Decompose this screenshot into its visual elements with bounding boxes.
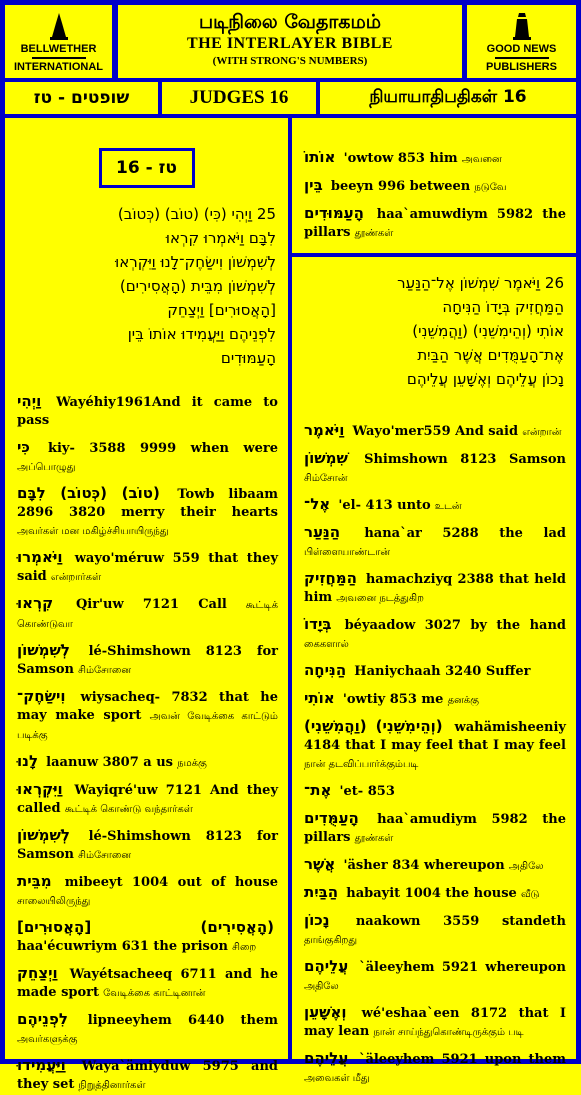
chapter-label: טז - 16	[116, 158, 177, 178]
hebrew-word: לְשִׁמְשׁוֹן	[17, 641, 70, 659]
tamil-gloss: நமக்கு	[177, 758, 207, 769]
transliteration-gloss: haa`amudiym 5982 the pillars	[304, 812, 566, 845]
verse-line: אֶת־הָעַמֻּדִים אֲשֶׁר הַבַּיִת	[417, 346, 564, 364]
transliteration-gloss: wé'eshaa`een 8172 that I may lean	[304, 1006, 566, 1039]
tamil-gloss: அவர்கள் மன மகிழ்ச்சியாயிருந்து	[17, 526, 169, 537]
word-entry	[304, 717, 566, 774]
word-entry	[17, 964, 278, 1003]
transliteration-gloss: haa`amuwdiym 5982 the pillars	[304, 207, 566, 240]
hebrew-word: וַיְהִי	[17, 392, 42, 410]
hebrew-word: וַיְצַחֵק	[17, 964, 58, 982]
tamil-gloss: அவர்களுக்கு	[17, 1034, 78, 1045]
tamil-gloss: என்றான்	[522, 427, 562, 438]
tamil-gloss: என்றார்கள்	[50, 572, 102, 583]
hebrew-word: אֲשֶׁר	[304, 855, 336, 873]
tamil-gloss: நிறுத்தினார்கள்	[78, 1080, 146, 1091]
transliteration-gloss: Qir'uw 7121 Call	[75, 597, 227, 612]
hebrew-word: הַנִּיחָה	[304, 661, 347, 679]
tamil-gloss: தூண்கள்	[354, 833, 394, 844]
word-entry	[304, 809, 566, 848]
transliteration-gloss: hamachziyq 2388 that held him	[304, 572, 566, 605]
hebrew-word: נָכוֹן	[304, 911, 330, 929]
tamil-gloss: கூட்டிக் கொண்டுவா	[17, 600, 278, 630]
hebrew-word: אוֹתִי	[304, 689, 335, 707]
tamil-gloss: அவன் வேடிக்கை காட்டும் படிக்கு	[17, 711, 278, 741]
book-tamil: நியாயாதிபதிகள் 16	[320, 82, 576, 114]
word-entry	[304, 204, 566, 243]
hebrew-word: הַנַּעַר	[304, 523, 341, 541]
transliteration-gloss: Towb libaam 2896 3820 merry their hearts	[17, 487, 278, 520]
word-entry	[304, 148, 566, 169]
transliteration-gloss: hana`ar 5288 the lad	[364, 526, 566, 541]
hebrew-word: וַיֹּאמֶר	[304, 421, 345, 439]
word-entry	[17, 687, 278, 745]
word-entry	[17, 826, 278, 865]
right-column	[292, 257, 576, 1084]
tamil-gloss: வேடிக்கை காட்டினான்	[103, 988, 206, 999]
transliteration-gloss: lé-Shimshown 8123 for Samson	[17, 829, 278, 862]
tamil-gloss: சிம்சோனை	[78, 850, 132, 861]
tamil-gloss: தனக்கு	[447, 695, 480, 706]
right-top-word-list	[292, 148, 576, 243]
tamil-gloss: தாங்குகிறது	[304, 935, 357, 946]
word-entry	[17, 918, 278, 957]
word-entry	[304, 1003, 566, 1042]
hebrew-word: וַיַּעֲמִידוּ	[17, 1056, 66, 1074]
tamil-gloss: நடுவே	[474, 182, 507, 193]
hebrew-word: וַיִּקְרְאוּ	[17, 780, 63, 798]
hebrew-word: לִפְנֵיהֶם	[17, 1010, 68, 1028]
word-entry	[304, 855, 566, 876]
tamil-gloss: அவனை நடத்துகிற	[336, 593, 424, 604]
book-english: JUDGES 16	[162, 82, 316, 114]
word-entry	[17, 548, 278, 587]
hebrew-word: בֵּין	[304, 176, 323, 194]
hebrew-word: (וְהֵימִשֵׁנִי) (וַהֲמִשֵׁנִי)	[304, 717, 443, 735]
transliteration-gloss: lé-Shimshown 8123 for Samson	[17, 644, 278, 677]
hebrew-word: הַבַּיִת	[304, 883, 339, 901]
tamil-gloss: சாலையிலிருந்து	[17, 896, 91, 907]
verse-line: [הָאֲסוּרִים] וַיְצַחֵק	[167, 301, 276, 319]
hebrew-word: וִישַׂחֶק־	[17, 687, 66, 705]
hebrew-word: לָנוּ	[17, 752, 39, 770]
word-entry	[304, 781, 566, 802]
title-block	[118, 5, 462, 78]
word-entry	[17, 594, 278, 634]
word-entry	[304, 957, 566, 996]
word-entry	[17, 752, 278, 773]
transliteration-gloss: wiysacheq- 7832 that he may make sport	[17, 690, 278, 723]
word-entry	[304, 615, 566, 654]
transliteration-gloss: wahämisheeniy 4184 that I may feel that I may feel	[304, 720, 566, 753]
tamil-gloss: நான் சாய்ந்துகொண்டிருக்கும் படி	[373, 1027, 524, 1038]
tamil-gloss: கைகளால்	[304, 639, 349, 650]
tamil-gloss: பிள்ளையாண்டான்	[304, 547, 391, 558]
transliteration-gloss: habayit 1004 the house	[346, 886, 517, 901]
logo-line-2: INTERNATIONAL	[13, 60, 103, 73]
transliteration-gloss: Wayéhiy1961And it came to pass	[17, 395, 278, 428]
hebrew-word: לְשִׁמְשׁוֹן	[17, 826, 70, 844]
tamil-gloss: அவனை	[461, 154, 502, 165]
hebrew-word: בְּיָדוֹ	[304, 615, 332, 633]
hebrew-word: (הָאֲסִירִים) [הָאֲסוּרִים]	[17, 918, 274, 936]
hebrew-word: אֶל־	[304, 495, 331, 513]
word-entry	[17, 872, 278, 911]
hebrew-word: וְאֶשָּׁעֵן	[304, 1003, 347, 1021]
word-entry	[17, 438, 278, 477]
word-entry	[17, 392, 278, 431]
word-entry	[304, 523, 566, 562]
verse-line: 26 וַיֹּאמֶר שִׁמְשׁוֹן אֶל־הַנַּעַר	[397, 274, 564, 292]
word-entry	[17, 641, 278, 680]
book-hebrew: שופטים - טז	[5, 82, 158, 114]
good-news-logo	[467, 5, 576, 78]
verse-line: אוֹתִי (וְהֵימִשֵׁנִי) (וַהֲמִשֵׁנִי)	[412, 322, 564, 340]
transliteration-gloss: beeyn 996 between	[330, 179, 471, 194]
main-title: THE INTERLAYER BIBLE	[187, 35, 393, 52]
verse-25-hebrew	[5, 202, 288, 370]
word-entry	[304, 495, 566, 516]
left-word-list	[5, 392, 288, 1095]
hebrew-word: וַיֹּאמְרוּ	[17, 548, 63, 566]
word-entry	[304, 883, 566, 904]
tamil-gloss: அதிலே	[508, 861, 544, 872]
chapter-box	[99, 148, 195, 188]
verse-line: 25 וַיְהִי (כִּי) (טוֹב) (כְּטוֹב)	[117, 205, 276, 223]
transliteration-gloss: laanuw 3807 a us	[46, 755, 174, 770]
hebrew-word: (טוֹב) (כְּטוֹב) לִבָּם	[17, 484, 160, 502]
transliteration-gloss: `äleeyhem 5921 whereupon	[359, 960, 566, 975]
verse-line: נָכוֹן עֲלֵיהֶם וְאֶשָּׁעֵן עֲלֵיהֶם	[406, 370, 564, 388]
hebrew-word: כִּי	[17, 438, 30, 456]
tamil-gloss: உடன்	[434, 501, 462, 512]
hebrew-word: אוֹתוֹ	[304, 148, 336, 166]
transliteration-gloss: 'äsher 834 whereupon	[343, 858, 505, 873]
verse-line: הָעַמּוּדִים	[220, 349, 276, 367]
transliteration-gloss: lipneeyhem 6440 them	[87, 1013, 278, 1028]
lamp-icon	[511, 11, 533, 41]
word-entry	[304, 911, 566, 950]
transliteration-gloss: naakown 3559 standeth	[355, 914, 566, 929]
verse-26-hebrew	[292, 271, 576, 391]
word-entry	[304, 689, 566, 710]
subtitle: (WITH STRONG'S NUMBERS)	[212, 55, 368, 67]
word-entry	[304, 569, 566, 608]
word-entry	[304, 176, 566, 197]
bell-icon	[48, 11, 70, 41]
right-top-column	[292, 118, 576, 253]
transliteration-gloss: 'et- 853	[339, 784, 395, 799]
transliteration-gloss: Wayo'mer559 And said	[352, 424, 519, 439]
hebrew-word: אֶת־	[304, 781, 332, 799]
word-entry	[304, 421, 566, 442]
tamil-gloss: அவைகள் மீது	[304, 1073, 370, 1084]
verse-line: לְשִׁמְשׁוֹן וִישַׂחֶק־לָנוּ וַיִּקְרְאוּ	[115, 253, 276, 271]
tamil-gloss: கூட்டிக் கொண்டு வந்தார்கள்	[64, 804, 193, 815]
transliteration-gloss: wayo'méruw 559 that they said	[17, 551, 279, 584]
hebrew-word: הָעַמּוּדִים	[304, 204, 364, 222]
hebrew-word: הַמַּחֲזִיק	[304, 569, 357, 587]
hebrew-word: מִבֵּית	[17, 872, 52, 890]
hebrew-word: קִרְאוּ	[17, 594, 54, 612]
verse-line: לִפְנֵיהֶם וַיַּעֲמִידוּ אוֹתוֹ בֵּין	[127, 325, 276, 343]
tamil-gloss: சிம்சோன்	[304, 473, 348, 484]
left-column	[5, 118, 288, 1092]
transliteration-gloss: Waya`ämiyduw 5975 and they set	[17, 1059, 278, 1092]
hebrew-word: שִׁמְשׁוֹן	[304, 449, 348, 467]
transliteration-gloss: kiy- 3588 9999 when were	[47, 441, 278, 456]
logo-line-2: PUBLISHERS	[486, 60, 557, 73]
word-entry	[17, 1056, 278, 1095]
transliteration-gloss: béyaadow 3027 by the hand	[344, 618, 566, 633]
transliteration-gloss: haa'écuwriym 631 the prison	[17, 939, 228, 954]
transliteration-gloss: Wayétsacheeq 6711 and he made sport	[17, 967, 278, 1000]
word-entry	[304, 1049, 566, 1088]
word-entry	[304, 449, 566, 488]
transliteration-gloss: `äleeyhem 5921 upon them	[358, 1052, 567, 1067]
logo-line-1: BELLWETHER	[20, 42, 97, 55]
transliteration-gloss: mibeeyt 1004 out of house	[64, 875, 278, 890]
verse-line: לְשִׁמְשׁוֹן מִבֵּית (הָאֲסִירִים)	[119, 277, 276, 295]
tamil-gloss: வீடு	[520, 889, 540, 900]
verse-line: הַמַּחֲזִיק בְּיָדוֹ הַנִּיחָה	[442, 298, 564, 316]
tamil-gloss: நான் தடவிப்பார்க்கும்படி	[304, 759, 419, 770]
word-entry	[17, 780, 278, 819]
transliteration-gloss: 'owtow 853 him	[343, 151, 458, 166]
tamil-gloss: சிம்சோனை	[78, 665, 132, 676]
hebrew-word: הָעַמֻּדִים	[304, 809, 359, 827]
transliteration-gloss: Shimshown 8123 Samson	[364, 452, 566, 467]
tamil-gloss: அதிலே	[304, 981, 339, 992]
transliteration-gloss: Haniychaah 3240 Suffer	[354, 664, 531, 679]
transliteration-gloss: 'owtiy 853 me	[342, 692, 444, 707]
transliteration-gloss: Wayiqré'uw 7121 And they called	[17, 783, 278, 816]
tamil-gloss: சிறை	[232, 942, 257, 953]
tamil-gloss: தூண்கள்	[354, 228, 394, 239]
transliteration-gloss: 'el- 413 unto	[338, 498, 431, 513]
hebrew-word: עֲלֵיהֶם	[304, 1049, 349, 1067]
word-entry	[17, 484, 278, 541]
verse-line: לִבָּם וַיֹּאמְרוּ קִרְאוּ	[165, 229, 276, 247]
hebrew-word: עֲלֵיהֶם	[304, 957, 349, 975]
right-word-list	[292, 421, 576, 1088]
word-entry	[304, 661, 566, 682]
tamil-title: படிநிலை வேதாகமம்	[198, 11, 382, 33]
word-entry	[17, 1010, 278, 1049]
tamil-gloss: அப்பொழுது	[17, 462, 76, 473]
logo-line-1: GOOD NEWS	[486, 42, 557, 55]
bellwether-logo	[5, 5, 112, 78]
